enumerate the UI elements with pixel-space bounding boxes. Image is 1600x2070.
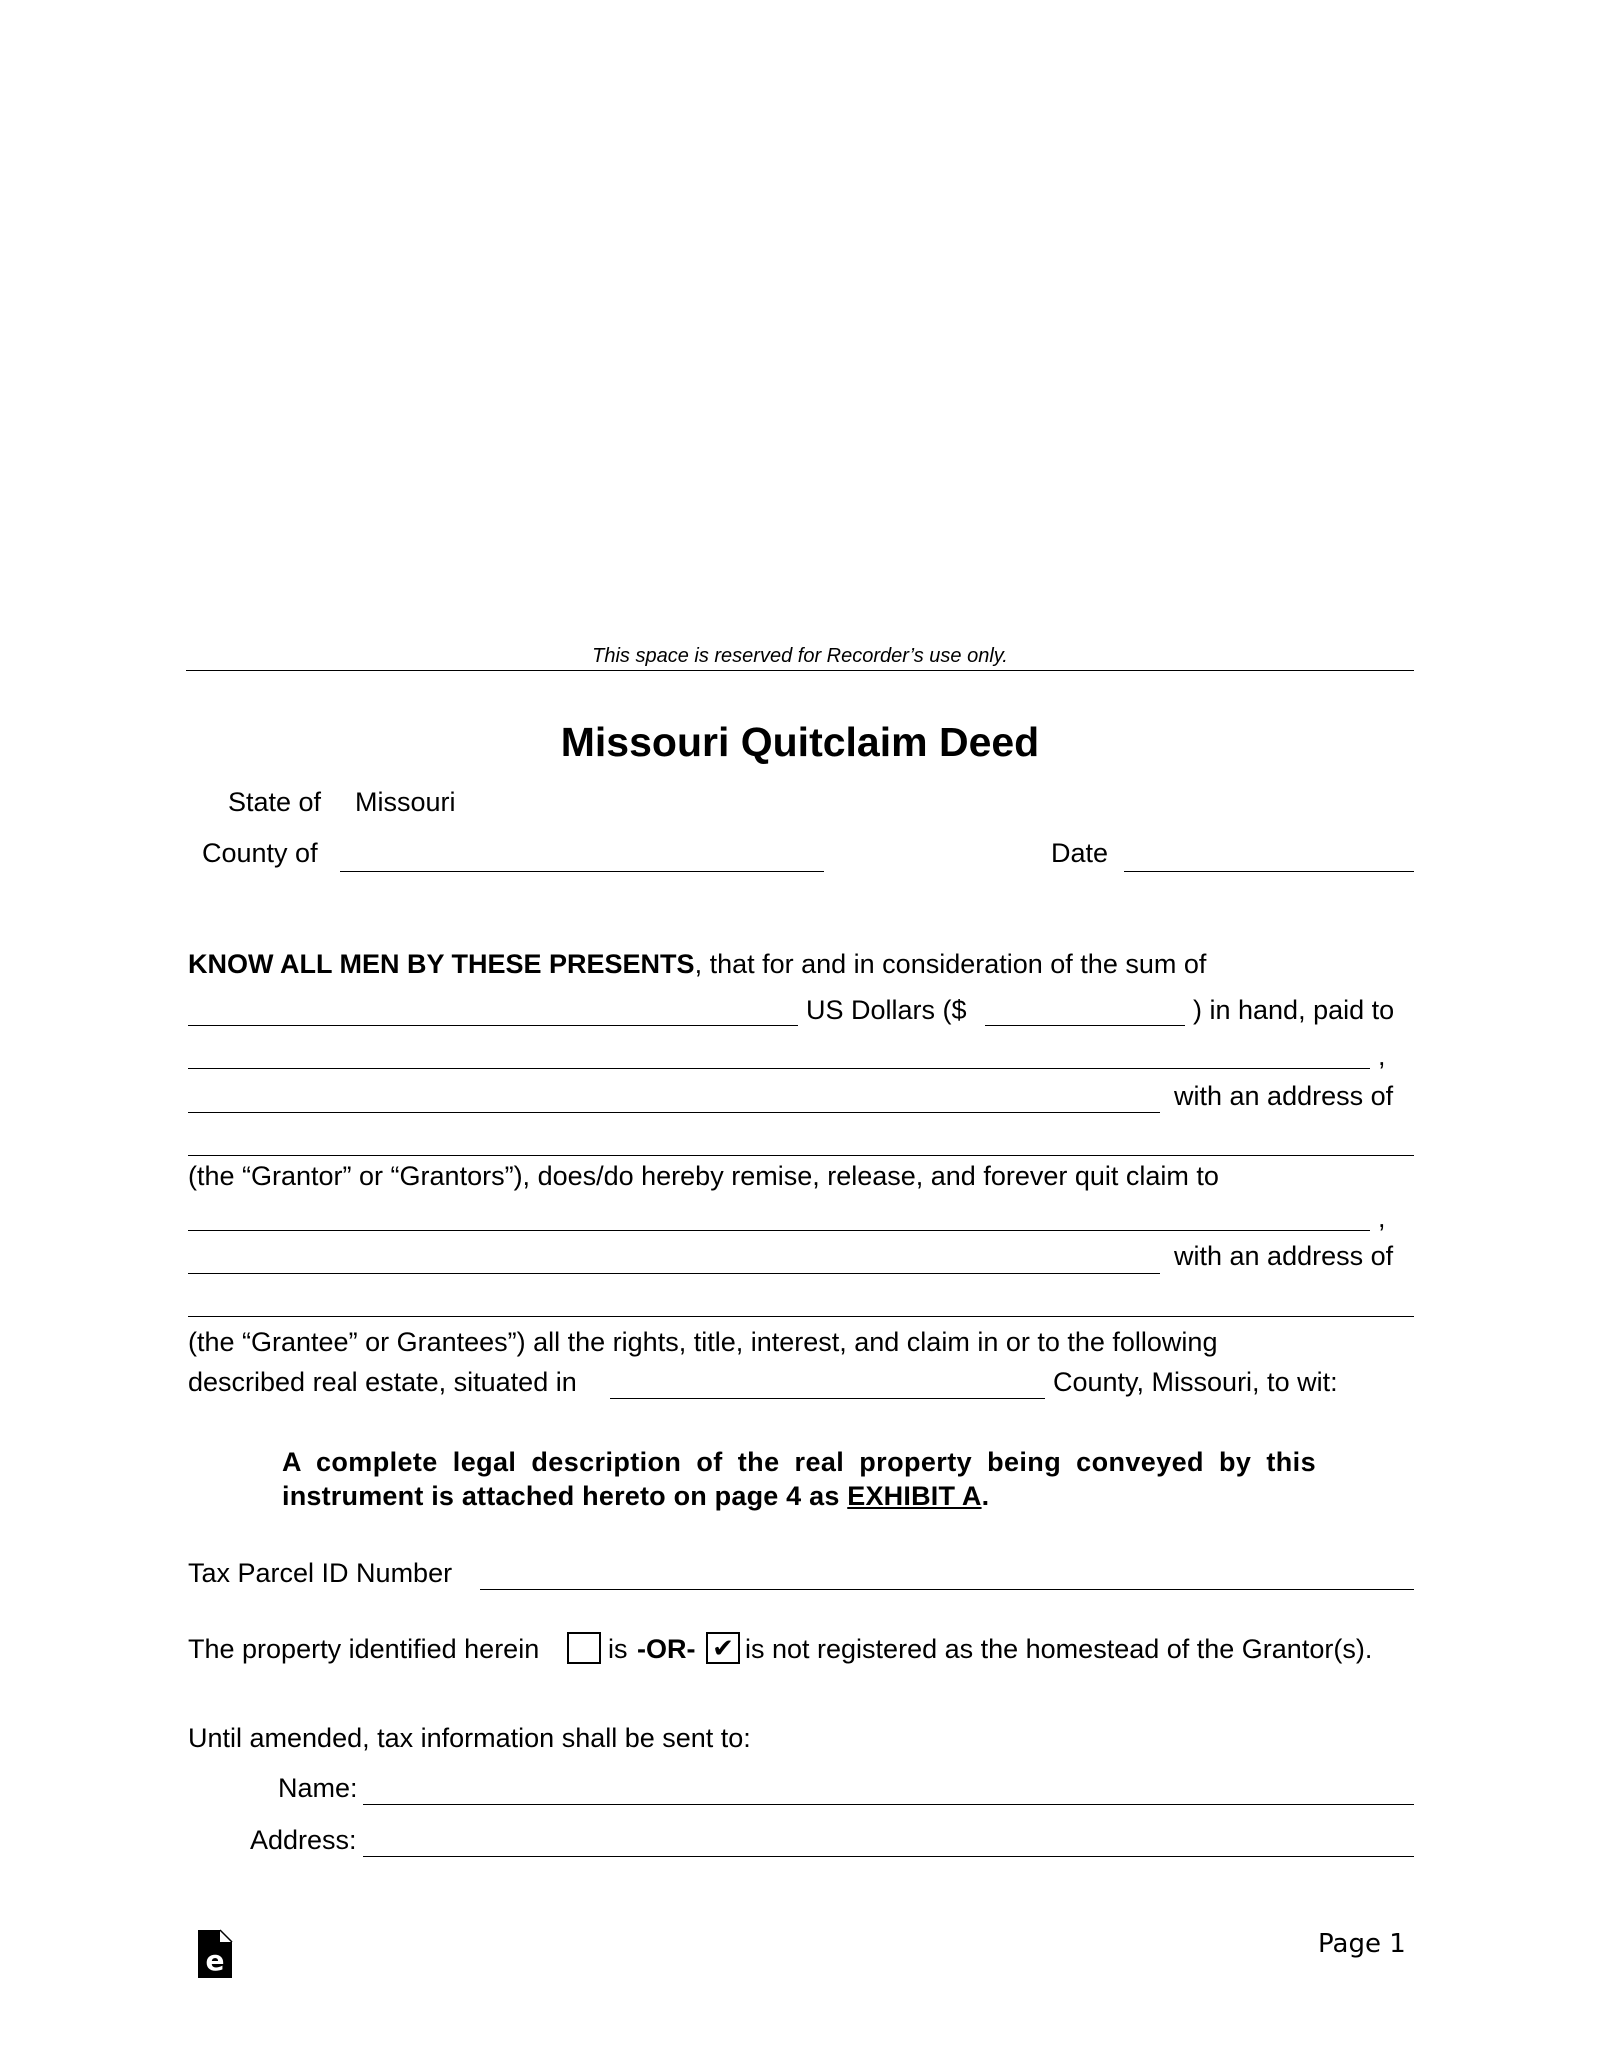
legal-description-line-1: A complete legal description of the real property being conveyed by this: [282, 1447, 1316, 1477]
grantor-name-field[interactable]: [188, 1068, 1370, 1069]
county-field[interactable]: [340, 871, 824, 872]
date-label: Date: [1051, 838, 1109, 868]
tax-parcel-label: Tax Parcel ID Number: [188, 1558, 453, 1588]
homestead-is-label: is: [608, 1634, 628, 1664]
grantee-address-field-2[interactable]: [188, 1316, 1414, 1317]
consideration-intro-text: , that for and in consideration of the sum of: [694, 949, 1207, 979]
tax-info-address-label: Address:: [250, 1825, 357, 1855]
grantee-address-field-1[interactable]: [188, 1273, 1160, 1274]
tax-info-name-field[interactable]: [363, 1804, 1414, 1805]
state-label: State of: [228, 787, 322, 817]
document-title: Missouri Quitclaim Deed: [560, 719, 1040, 765]
legal-description-line-2: [282, 1479, 1322, 1513]
page-number: Page 1: [1318, 1929, 1406, 1959]
date-field[interactable]: [1124, 871, 1414, 872]
grantee-clause: (the “Grantee” or Grantees”) all the rights, title, interest, and claim in or to the following: [188, 1327, 1218, 1357]
tax-info-heading: Until amended, tax information shall be sent to:: [188, 1723, 751, 1753]
situated-label: described real estate, situated in: [188, 1367, 577, 1397]
recorder-note: This space is reserved for Recorder’s use only.: [592, 645, 1008, 667]
consideration-intro: [188, 948, 1206, 980]
county-label: County of: [202, 838, 318, 868]
grantee-address-label: with an address of: [1174, 1241, 1394, 1271]
grantee-name-field[interactable]: [188, 1230, 1370, 1231]
exhibit-a-reference: EXHIBIT A: [847, 1481, 982, 1511]
sum-amount-field[interactable]: [985, 1025, 1185, 1026]
grantor-address-field-2[interactable]: [188, 1155, 1414, 1156]
legal-description-text: instrument is attached hereto on page 4 as: [282, 1481, 848, 1511]
recorder-divider: [186, 670, 1414, 671]
tax-info-name-label: Name:: [278, 1773, 358, 1803]
tax-info-address-field[interactable]: [363, 1856, 1414, 1857]
grantor-address-field-1[interactable]: [188, 1112, 1160, 1113]
grantor-address-label: with an address of: [1174, 1081, 1394, 1111]
homestead-is-checkbox[interactable]: [567, 1632, 601, 1664]
property-county-field[interactable]: [610, 1398, 1045, 1399]
legal-description-notice: [282, 1445, 1322, 1513]
eforms-logo-icon: [196, 1928, 234, 1980]
us-dollars-label: US Dollars ($: [806, 995, 967, 1025]
logo-letter: e: [205, 1944, 225, 1977]
legal-description-period: .: [981, 1481, 990, 1511]
tax-parcel-field[interactable]: [480, 1589, 1414, 1590]
grantor-name-comma: ,: [1378, 1041, 1386, 1071]
homestead-is-not-checkbox[interactable]: ✔: [706, 1632, 740, 1664]
homestead-prefix: The property identified herein: [188, 1634, 540, 1664]
grantee-name-comma: ,: [1378, 1203, 1386, 1233]
property-county-label: County, Missouri, to wit:: [1053, 1367, 1338, 1397]
paid-to-label: ) in hand, paid to: [1193, 995, 1395, 1025]
sum-words-field[interactable]: [188, 1025, 798, 1026]
homestead-or-label: -OR-: [637, 1634, 696, 1664]
homestead-suffix: is not registered as the homestead of the Grantor(s).: [745, 1634, 1373, 1664]
state-value: Missouri: [355, 787, 456, 817]
know-all-men-heading: KNOW ALL MEN BY THESE PRESENTS: [188, 949, 695, 979]
grantor-clause: (the “Grantor” or “Grantors”), does/do hereby remise, release, and forever quit claim to: [188, 1161, 1219, 1191]
